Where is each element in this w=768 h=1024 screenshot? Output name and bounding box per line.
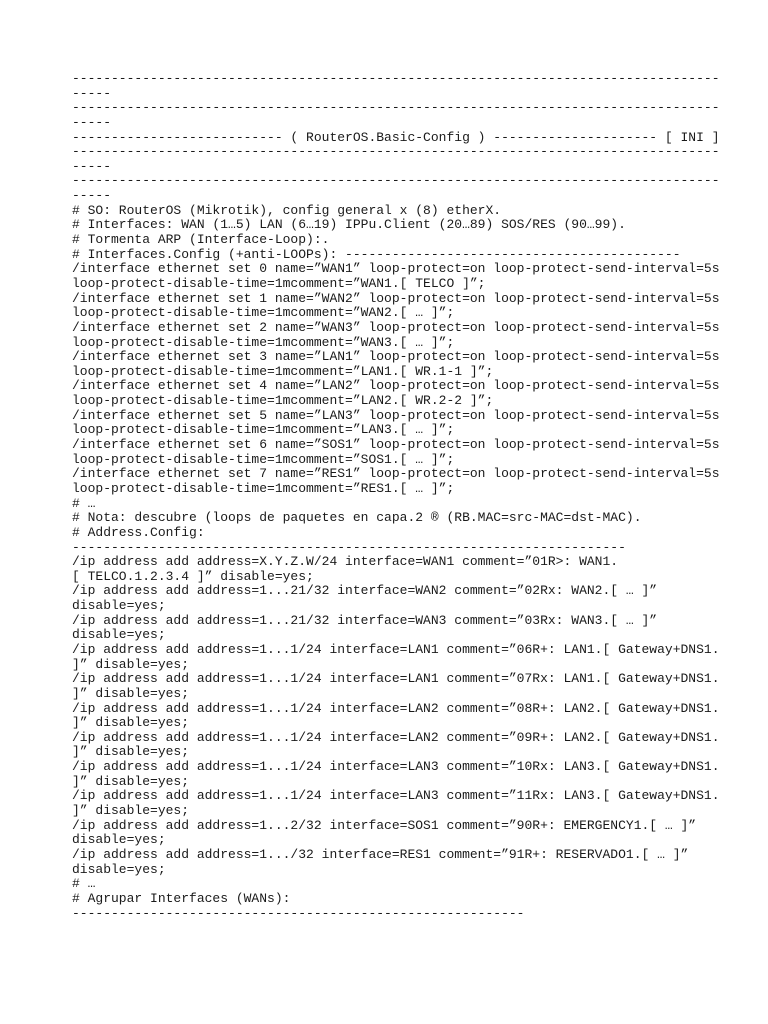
code-line: /interface ethernet set 3 name=”LAN1” loop-protect=on loop-protect-send-interval=5s [72,349,720,365]
code-line: /interface ethernet set 7 name=”RES1” loop-protect=on loop-protect-send-interval=5s [72,466,720,482]
code-line: loop-protect-disable-time=1mcomment=”WAN2.[ … ]”; [72,305,455,321]
code-line: loop-protect-disable-time=1mcomment=”SOS1.[ … ]”; [72,451,455,467]
code-line: ]” disable=yes; [72,715,190,731]
code-line: /interface ethernet set 1 name=”WAN2” loop-protect=on loop-protect-send-interval=5s [72,290,720,306]
code-line: /interface ethernet set 5 name=”LAN3” loop-protect=on loop-protect-send-interval=5s [72,407,720,423]
document-title-line: --------------------------- ( RouterOS.Basic-Config ) --------------------- [ INI ] [72,129,720,145]
comment-line: # Nota: descubre (loops de paquetes en capa.2 ® (RB.MAC=src-MAC=dst-MAC). [72,510,642,526]
separator-line: ----- [72,188,112,204]
code-line: loop-protect-disable-time=1mcomment=”LAN3.[ … ]”; [72,422,455,438]
code-line: loop-protect-disable-time=1mcomment=”WAN3.[ … ]”; [72,334,455,350]
code-line: loop-protect-disable-time=1mcomment=”LAN2.[ WR.2-2 ]”; [72,393,494,409]
code-line: disable=yes; [72,598,166,614]
section-heading-address: # Address.Config: [72,524,205,540]
code-line: disable=yes; [72,832,166,848]
code-line: /ip address add address=1...1/24 interface=LAN3 comment=”11Rx: LAN3.[ Gateway+DNS1. [72,788,720,804]
code-line: /ip address add address=1...21/32 interface=WAN2 comment=”02Rx: WAN2.[ … ]” [72,583,658,599]
code-line: /ip address add address=1...1/24 interface=LAN3 comment=”10Rx: LAN3.[ Gateway+DNS1. [72,759,720,775]
code-line: ]” disable=yes; [72,773,190,789]
comment-line: # Tormenta ARP (Interface-Loop):. [72,232,330,248]
code-line: /ip address add address=1...2/32 interface=SOS1 comment=”90R+: EMERGENCY1.[ … ]” [72,817,697,833]
code-line: loop-protect-disable-time=1mcomment=”RES1.[ … ]”; [72,480,455,496]
comment-line: # … [72,495,96,511]
code-line: disable=yes; [72,627,166,643]
code-line: /ip address add address=1.../32 interface=RES1 comment=”91R+: RESERVADO1.[ … ]” [72,846,689,862]
code-line: [ TELCO.1.2.3.4 ]” disable=yes; [72,568,314,584]
separator-line: ----------------------------------------------------------------------------------- [72,173,720,189]
comment-line: # … [72,876,96,892]
code-line: disable=yes; [72,861,166,877]
code-line: loop-protect-disable-time=1mcomment=”LAN1.[ WR.1-1 ]”; [72,363,494,379]
code-line: /interface ethernet set 6 name=”SOS1” loop-protect=on loop-protect-send-interval=5s [72,437,720,453]
code-line: /ip address add address=X.Y.Z.W/24 interface=WAN1 comment=”01R>: WAN1. [72,554,619,570]
section-heading-wan-group: # Agrupar Interfaces (WANs): [72,890,291,906]
code-line: /interface ethernet set 2 name=”WAN3” loop-protect=on loop-protect-send-interval=5s [72,319,720,335]
section-heading-interfaces: # Interfaces.Config (+anti-LOOPs): ------------------------------------------- [72,246,681,262]
document-body [72,71,720,921]
separator-line: ----------------------------------------------------------------------- [72,539,626,555]
code-line: /interface ethernet set 4 name=”LAN2” loop-protect=on loop-protect-send-interval=5s [72,378,720,394]
code-line: /ip address add address=1...1/24 interface=LAN1 comment=”06R+: LAN1.[ Gateway+DNS1. [72,641,720,657]
code-line: /interface ethernet set 0 name=”WAN1” loop-protect=on loop-protect-send-interval=5s [72,261,720,277]
separator-line: ----- [72,158,112,174]
code-line: /ip address add address=1...1/24 interface=LAN2 comment=”09R+: LAN2.[ Gateway+DNS1. [72,729,720,745]
comment-line: # SO: RouterOS (Mikrotik), config general x (8) etherX. [72,202,502,218]
separator-line: ----------------------------------------------------------------------------------- [72,144,720,160]
code-line: /ip address add address=1...21/32 interface=WAN3 comment=”03Rx: WAN3.[ … ]” [72,612,658,628]
code-line: ]” disable=yes; [72,803,190,819]
separator-line: ---------------------------------------------------------- [72,905,525,921]
separator-line: ----- [72,114,112,130]
separator-line: ----- [72,85,112,101]
code-line: /ip address add address=1...1/24 interface=LAN2 comment=”08R+: LAN2.[ Gateway+DNS1. [72,700,720,716]
code-line: /ip address add address=1...1/24 interface=LAN1 comment=”07Rx: LAN1.[ Gateway+DNS1. [72,671,720,687]
code-line: loop-protect-disable-time=1mcomment=”WAN1.[ TELCO ]”; [72,275,486,291]
comment-line: # Interfaces: WAN (1…5) LAN (6…19) IPPu.Client (20…89) SOS/RES (90…99). [72,217,626,233]
code-line: ]” disable=yes; [72,685,190,701]
code-line: ]” disable=yes; [72,656,190,672]
separator-line: ----------------------------------------------------------------------------------- [72,100,720,116]
separator-line: ----------------------------------------------------------------------------------- [72,71,720,86]
code-line: ]” disable=yes; [72,744,190,760]
